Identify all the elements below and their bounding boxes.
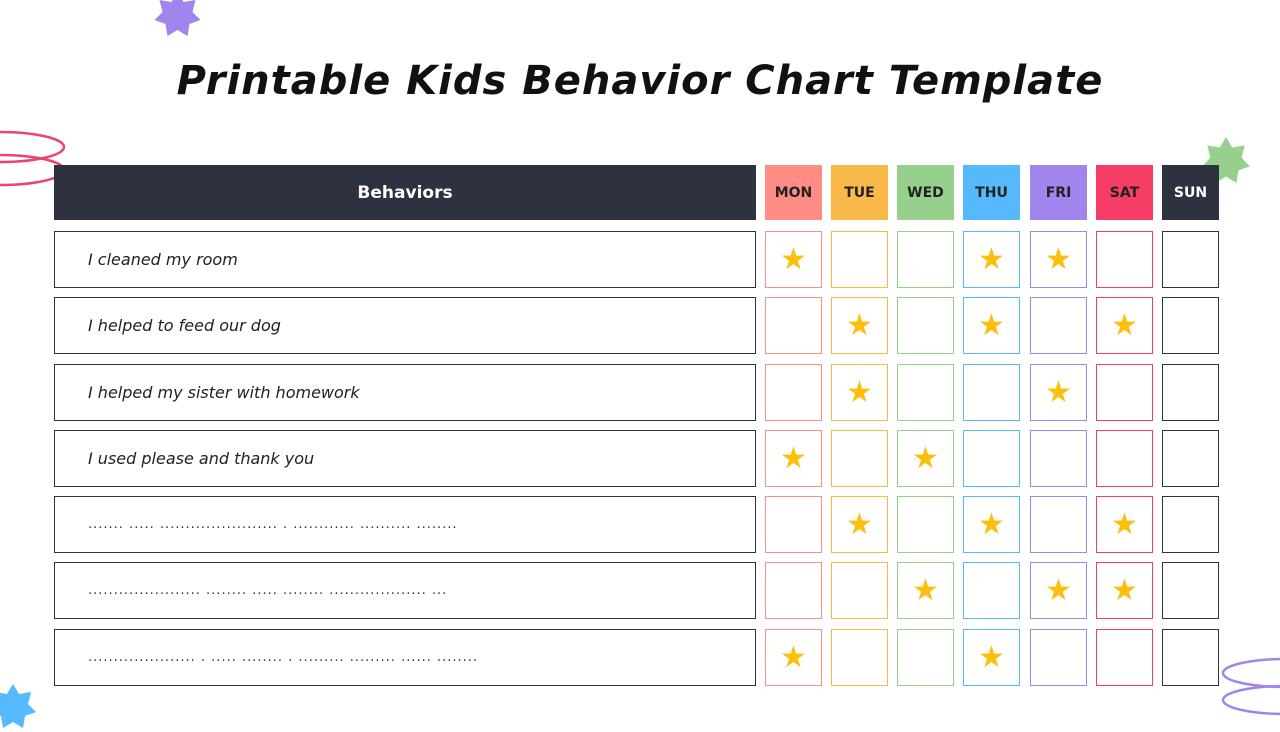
day-cell-wed[interactable] <box>897 231 954 288</box>
day-cell-tue[interactable] <box>831 430 888 487</box>
behavior-row[interactable] <box>54 297 756 354</box>
star-icon: ★ <box>780 241 807 277</box>
day-cell-mon[interactable] <box>765 297 822 354</box>
day-header-sun: SUN <box>1162 165 1219 220</box>
purple-star-decoration <box>150 0 205 40</box>
day-cell-sun[interactable] <box>1162 231 1219 288</box>
behavior-text: I used please and thank you <box>88 449 315 468</box>
day-cell-sun[interactable] <box>1162 364 1219 421</box>
day-cell-thu[interactable] <box>963 430 1020 487</box>
day-cell-fri[interactable] <box>1030 430 1087 487</box>
day-cell-mon[interactable] <box>765 231 822 288</box>
day-cell-fri[interactable] <box>1030 364 1087 421</box>
day-cell-wed[interactable] <box>897 430 954 487</box>
day-cell-fri[interactable] <box>1030 297 1087 354</box>
day-cell-tue[interactable] <box>831 562 888 619</box>
behavior-text: I cleaned my room <box>88 250 238 269</box>
day-cell-sat[interactable] <box>1096 297 1153 354</box>
behavior-row[interactable] <box>54 231 756 288</box>
star-icon: ★ <box>912 572 939 608</box>
behavior-row[interactable] <box>54 562 756 619</box>
day-cell-tue[interactable] <box>831 297 888 354</box>
behavior-row[interactable] <box>54 496 756 553</box>
day-cell-sun[interactable] <box>1162 562 1219 619</box>
star-icon: ★ <box>1045 374 1072 410</box>
day-cell-thu[interactable] <box>963 364 1020 421</box>
star-icon: ★ <box>846 307 873 343</box>
day-cell-thu[interactable] <box>963 629 1020 686</box>
star-icon: ★ <box>912 440 939 476</box>
star-icon: ★ <box>846 506 873 542</box>
day-cell-mon[interactable] <box>765 496 822 553</box>
star-icon: ★ <box>978 307 1005 343</box>
behaviors-header: Behaviors <box>54 165 756 220</box>
day-cell-thu[interactable] <box>963 297 1020 354</box>
day-cell-mon[interactable] <box>765 629 822 686</box>
star-icon: ★ <box>1111 307 1138 343</box>
day-cell-thu[interactable] <box>963 231 1020 288</box>
day-cell-sat[interactable] <box>1096 496 1153 553</box>
day-cell-sun[interactable] <box>1162 629 1219 686</box>
behavior-row[interactable] <box>54 629 756 686</box>
day-cell-mon[interactable] <box>765 430 822 487</box>
day-cell-fri[interactable] <box>1030 629 1087 686</box>
day-header-thu: THU <box>963 165 1020 220</box>
day-cell-wed[interactable] <box>897 629 954 686</box>
day-cell-sat[interactable] <box>1096 629 1153 686</box>
day-cell-thu[interactable] <box>963 562 1020 619</box>
day-cell-sun[interactable] <box>1162 496 1219 553</box>
page-title: Printable Kids Behavior Chart Template <box>176 58 1104 104</box>
day-cell-sat[interactable] <box>1096 231 1153 288</box>
behavior-text: ....... ..... ....................... . ............ .......... ........ <box>88 517 458 532</box>
day-cell-thu[interactable] <box>963 496 1020 553</box>
blue-star-decoration <box>0 682 38 732</box>
star-icon: ★ <box>978 639 1005 675</box>
star-icon: ★ <box>846 374 873 410</box>
star-icon: ★ <box>1045 572 1072 608</box>
day-cell-mon[interactable] <box>765 562 822 619</box>
behavior-text: ...................... ........ ..... ........ ................... ... <box>88 583 448 598</box>
day-cell-sat[interactable] <box>1096 562 1153 619</box>
day-header-wed: WED <box>897 165 954 220</box>
day-cell-tue[interactable] <box>831 364 888 421</box>
purple-rings-decoration <box>1210 655 1280 725</box>
day-header-fri: FRI <box>1030 165 1087 220</box>
day-cell-tue[interactable] <box>831 231 888 288</box>
star-icon: ★ <box>1111 506 1138 542</box>
star-icon: ★ <box>978 241 1005 277</box>
day-cell-wed[interactable] <box>897 297 954 354</box>
day-cell-sun[interactable] <box>1162 430 1219 487</box>
day-header-mon: MON <box>765 165 822 220</box>
day-header-tue: TUE <box>831 165 888 220</box>
day-cell-fri[interactable] <box>1030 496 1087 553</box>
behavior-row[interactable] <box>54 364 756 421</box>
day-cell-fri[interactable] <box>1030 562 1087 619</box>
behavior-text: ..................... . ..... ........ . ......... ......... ...... ........ <box>88 650 479 665</box>
star-icon: ★ <box>780 639 807 675</box>
star-icon: ★ <box>1111 572 1138 608</box>
behavior-row[interactable] <box>54 430 756 487</box>
behavior-text: I helped to feed our dog <box>88 316 281 335</box>
day-cell-wed[interactable] <box>897 496 954 553</box>
day-cell-mon[interactable] <box>765 364 822 421</box>
day-cell-fri[interactable] <box>1030 231 1087 288</box>
day-cell-tue[interactable] <box>831 629 888 686</box>
star-icon: ★ <box>1045 241 1072 277</box>
day-header-sat: SAT <box>1096 165 1153 220</box>
star-icon: ★ <box>780 440 807 476</box>
day-cell-sun[interactable] <box>1162 297 1219 354</box>
day-cell-tue[interactable] <box>831 496 888 553</box>
day-cell-wed[interactable] <box>897 364 954 421</box>
day-cell-wed[interactable] <box>897 562 954 619</box>
behavior-text: I helped my sister with homework <box>88 383 360 402</box>
star-icon: ★ <box>978 506 1005 542</box>
day-cell-sat[interactable] <box>1096 430 1153 487</box>
day-cell-sat[interactable] <box>1096 364 1153 421</box>
